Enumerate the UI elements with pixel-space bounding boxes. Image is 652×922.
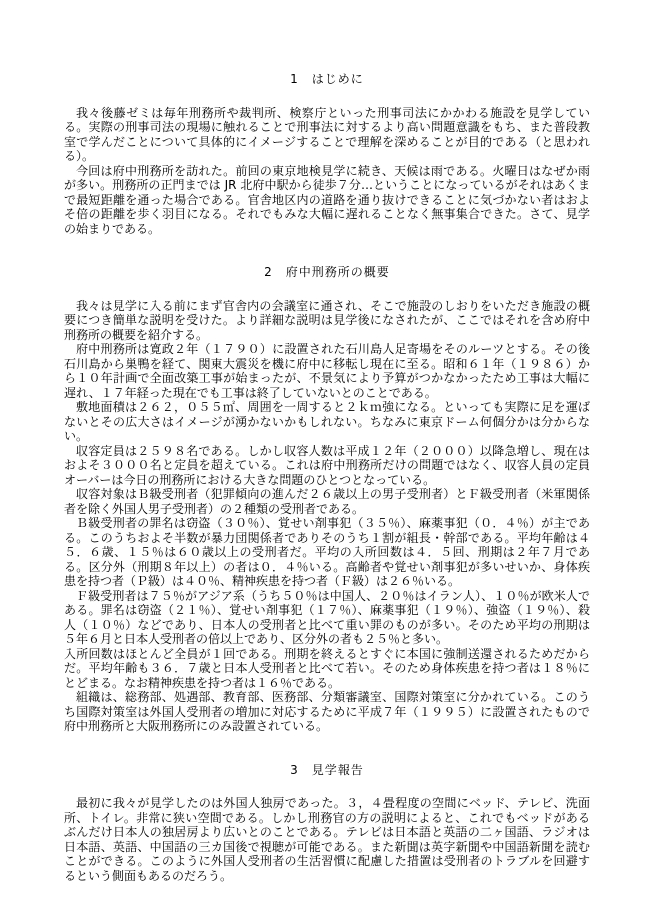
paragraph: 府中刑務所は寛政２年（１７９０）に設置された石川島人足寄場をそのルーツとする。その後石川島から巣鴨を経て、関東大震災を機に府中に移転し現在に至る。昭和６１年（１９８６）から１０年計画で全面改築工事が始まったが、不景気により予算がつかなかったため工事は大幅に遅れ、１７年経った現在でも工事は終了していないとのことである。 <box>64 342 590 400</box>
section-heading-introduction: 1 はじめに <box>290 72 364 86</box>
section-introduction <box>64 72 590 236</box>
section-heading-tour-report: 3 見学報告 <box>290 762 364 777</box>
paragraph: 収容定員は２５９８名である。しかし収容人数は平成１２年（２０００）以降急増し、現在はおよそ３０００名と定員を超えている。これは府中刑務所だけの問題ではなく、収容人員の定員オーバーは今日の刑務所における大きな問題のひとつとなっている。 <box>64 443 590 487</box>
paragraph: 我々は見学に入る前にまず官舎内の会議室に通され、そこで施設のしおりをいただき施設の概要につき簡単な説明を受けた。より詳細な説明は見学後になされたが、ここではそれを含め府中刑務所の概要を紹介する。 <box>64 298 590 342</box>
paragraph: 我々後藤ゼミは毎年刑務所や裁判所、検察庁といった刑事司法にかかわる施設を見学している。実際の刑事司法の現場に触れることで刑事法に対するより高い問題意識をもち、また普段教室で学んだことについて具体的にイメージすることで理解を深めることが目的である（と思われる）。 <box>64 105 590 163</box>
section-prison-overview <box>64 265 590 734</box>
paragraph: 収容対象はＢ級受刑者（犯罪傾向の進んだ２６歳以上の男子受刑者）とＦ級受刑者（米軍関係者を除く外国人男子受刑者）の２種類の受刑者である。 <box>64 487 590 516</box>
paragraph: 組織は、総務部、処遇部、教育部、医務部、分類審議室、国際対策室に分かれている。このうち国際対策室は外国人受刑者の増加に対応するために平成７年（１９９５）に設置されたもので府中刑務所と大阪刑務所にのみ設置されている。 <box>64 690 590 733</box>
section-tour-report <box>64 763 590 884</box>
paragraph: 今回は府中刑務所を訪れた。前回の東京地検見学に続き、天候は雨である。火曜日はなぜか雨が多い。刑務所の正門までは JR 北府中駅から徒歩７分…ということになっているがそれはあくまで最短距離を通った場合である。官舎地区内の道路を通り抜けできることに気づかない者はおよそ倍の距離を歩く羽目になる。それでもみな大幅に遅れることなく無事集合できた。さて、見学の始まりである。 <box>64 163 590 236</box>
section-heading-prison-overview: 2 府中刑務所の概要 <box>264 265 390 279</box>
paragraph: 敷地面積は２６２，０５５㎡、周囲を一周すると２ｋｍ強になる。といっても実際に足を運ばないとその広大さはイメージが湧かないかもしれない。ちなみに東京ドーム何個分かは分からない。 <box>64 400 590 443</box>
paragraph: 最初に我々が見学したのは外国人独房であった。３，４畳程度の空間にベッド、テレビ、洗面所、トイレ。非常に狭い空間である。しかし刑務官の方の説明によると、これでもベッドがあるぶんだけ日本人の独居房より広いとのことである。テレビは日本語と英語の二ヶ国語、ラジオは日本語、英語、中国語の三カ国後で視聴が可能である。また新聞は英字新聞や中国語新聞を読むことができる。このように外国人受刑者の生活習慣に配慮した措置は受刑者のトラブルを回避するという側面もあるのだろう。 <box>64 796 590 883</box>
paragraph: 入所回数はほとんど全員が１回である。刑期を終えるとすぐに本国に強制送還されるためだからだ。平均年齢も３６．７歳と日本人受刑者と比べて若い。そのため身体疾患を持つ者は１８％にとどまる。なお精神疾患を持つ者は１６％である。 <box>64 646 590 690</box>
paragraph: Ｂ級受刑者の罪名は窃盗（３０％）、覚せい剤事犯（３５％）、麻薬事犯（０．４％）が主である。このうちおよそ半数が暴力団関係者でありそのうち１割が組長・幹部である。平均年齢は４５．６歳、１５％は６０歳以上の受刑者だ。平均の入所回数は４．５回、刑期は２年７月である。区分外（刑期８年以上）の者は０．４％いる。高齢者や覚せい剤事犯が多いせいか、身体疾患を持つ者（Ｐ級）は４０％、精神疾患を持つ者（Ｆ級）は２６％いる。 <box>64 516 590 588</box>
paragraph: Ｆ級受刑者は７５％がアジア系（うち５０％は中国人、２０％はイラン人）、１０％が欧米人である。罪名は窃盗（２１％）、覚せい剤事犯（１７％）、麻薬事犯（１９％）、強盗（１９％）、殺人（１０％）などであり、日本人の受刑者と比べて重い罪のものが多い。そのため平均の刑期は５年６月と日本人受刑者の倍以上であり、区分外の者も２５％と多い。 <box>64 588 590 646</box>
